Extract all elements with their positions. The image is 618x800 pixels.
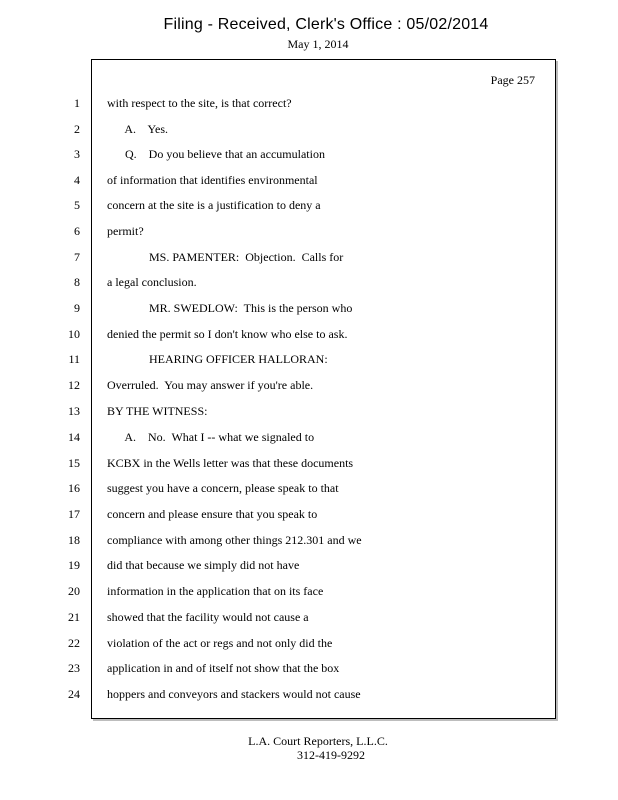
line-number: 13 [68,404,80,418]
line-number: 10 [68,327,80,341]
line-text: information in the application that on its face [107,584,324,598]
line-text: A. No. What I -- what we signaled to [107,430,315,444]
page-number: Page 257 [490,73,535,87]
line-text: HEARING OFFICER HALLORAN: [107,352,328,366]
line-number: 12 [68,378,80,392]
line-number: 23 [68,661,80,675]
line-number: 3 [74,147,80,161]
line-number: 18 [68,533,80,547]
line-number: 15 [68,456,80,470]
line-number: 2 [74,122,80,136]
line-number: 1 [74,96,80,110]
line-text: permit? [107,224,144,238]
line-text: compliance with among other things 212.301 and we [107,533,362,547]
court-reporter-phone: 312-419-9292 [297,748,365,762]
line-text: of information that identifies environmental [107,173,318,187]
line-text: A. Yes. [107,122,169,136]
line-text: BY THE WITNESS: [107,404,208,418]
line-text: concern at the site is a justification to deny a [107,198,321,212]
line-text: KCBX in the Wells letter was that these documents [107,456,354,470]
line-text: MS. PAMENTER: Objection. Calls for [107,250,344,264]
line-number: 6 [74,224,80,238]
line-text: MR. SWEDLOW: This is the person who [107,301,353,315]
line-number: 9 [74,301,80,315]
line-text: with respect to the site, is that correct? [107,96,292,110]
line-text: hoppers and conveyors and stackers would not cause [107,687,361,701]
line-number: 19 [68,558,80,572]
line-number: 7 [74,250,80,264]
line-text: suggest you have a concern, please speak to that [107,481,339,495]
line-number: 22 [68,636,80,650]
line-number: 11 [68,352,80,366]
line-number: 4 [74,173,80,187]
court-reporter-name: L.A. Court Reporters, L.L.C. [248,734,388,748]
line-number: 24 [68,687,80,701]
transcript-date: May 1, 2014 [287,37,349,51]
line-number: 20 [68,584,80,598]
line-number: 17 [68,507,80,521]
line-text: Q. Do you believe that an accumulation [107,147,325,161]
line-number: 21 [68,610,80,624]
line-text: did that because we simply did not have [107,558,300,572]
line-text: application in and of itself not show that the box [107,661,340,675]
line-number: 5 [74,198,80,212]
filing-stamp-header: Filing - Received, Clerk's Office : 05/02/2014 [163,16,489,33]
line-text: violation of the act or regs and not only did the [107,636,333,650]
line-text: denied the permit so I don't know who else to ask. [107,327,348,341]
line-text: concern and please ensure that you speak to [107,507,318,521]
line-number: 14 [68,430,80,444]
line-number: 8 [74,275,80,289]
line-text: showed that the facility would not cause a [107,610,309,624]
line-number: 16 [68,481,80,495]
line-text: a legal conclusion. [107,275,197,289]
line-text: Overruled. You may answer if you're able. [107,378,314,392]
